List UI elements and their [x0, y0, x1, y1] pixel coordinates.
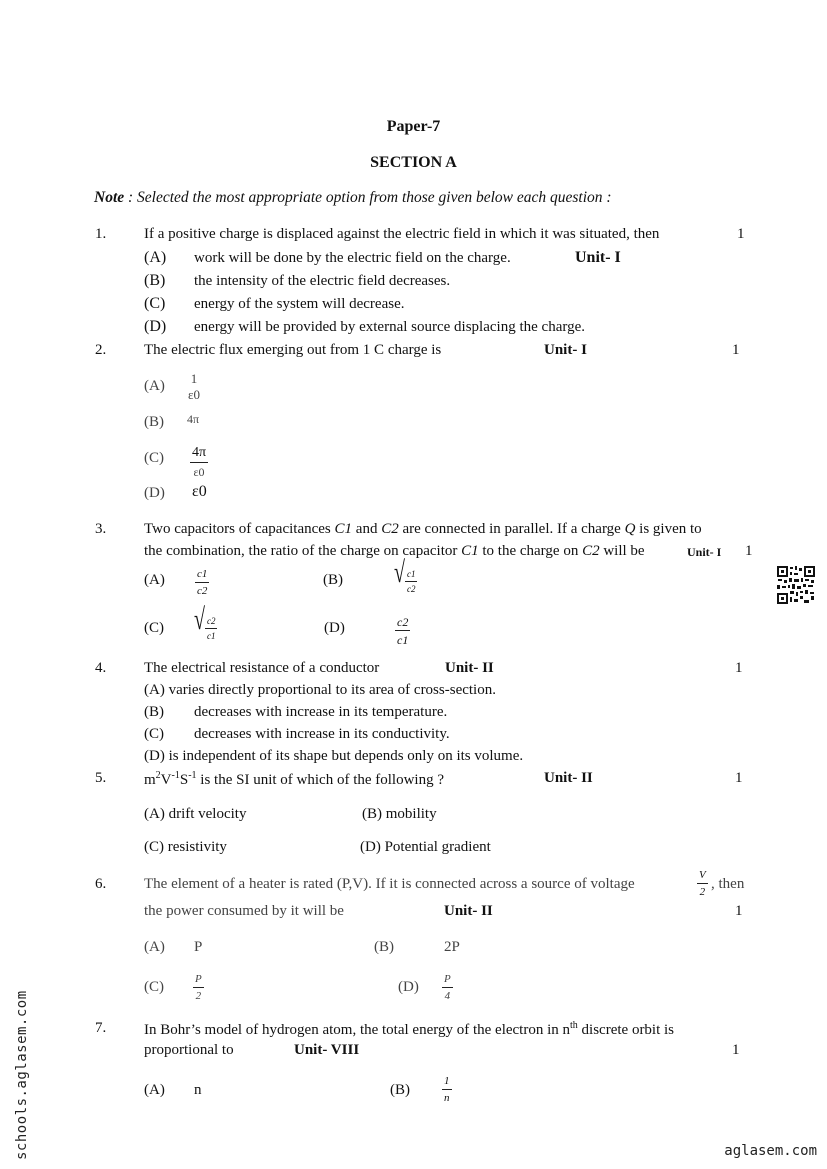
q1-option-b-text: the intensity of the electric field decreases.	[194, 273, 451, 289]
q6-option-c-label: (C)	[144, 979, 164, 995]
q2-option-d-label: (D)	[144, 485, 165, 501]
q3-b-fraction	[405, 570, 418, 594]
q3-option-b-sqrt	[394, 556, 417, 594]
q7-text1a: In Bohr’s model of hydrogen atom, the total energy of the electron in n	[144, 1022, 571, 1038]
q5-unit-v: V	[160, 772, 172, 788]
q3-line1-b: and	[352, 521, 382, 537]
q3-a-denominator: c2	[197, 585, 208, 597]
q3-c1-ref: C1	[461, 543, 479, 559]
q3-option-d-label: (D)	[324, 620, 345, 636]
q1-option-a-label: (A)	[144, 249, 167, 266]
q7-text2: proportional to	[144, 1042, 234, 1058]
qr-code-icon	[776, 565, 816, 605]
q4-marks: 1	[735, 660, 743, 676]
q6-option-a-value: P	[194, 939, 203, 955]
q6-text1: The element of a heater is rated (P,V). If it is connected across a source of voltage	[144, 876, 635, 892]
q6-option-c-fraction	[193, 974, 204, 1002]
q4-option-a: (A) varies directly proportional to its area of cross-section.	[144, 682, 496, 698]
q5-unit: Unit- II	[544, 770, 593, 786]
q2-option-d-value: ε0	[192, 483, 207, 500]
q4-unit: Unit- II	[445, 660, 494, 676]
q4-number: 4.	[95, 660, 107, 676]
q3-c-denominator: c1	[206, 631, 216, 641]
q1-unit: Unit- I	[575, 249, 621, 266]
q6-d-denominator: 4	[444, 990, 451, 1002]
q3-d-denominator: c1	[397, 633, 409, 647]
q4-option-c-label: (C)	[144, 726, 164, 742]
q6-c-numerator: P	[193, 974, 204, 988]
q1-number: 1.	[95, 226, 107, 242]
q5-option-a: (A) drift velocity	[144, 806, 247, 822]
note-text: : Selected the most appropriate option from those given below each question :	[124, 189, 612, 206]
q4-option-d: (D) is independent of its shape but depends only on its volume.	[144, 748, 524, 764]
q6-option-a-label: (A)	[144, 939, 165, 955]
q2-number: 2.	[95, 342, 107, 358]
q6-voltage-fraction	[697, 870, 708, 898]
q6-marks: 1	[735, 903, 743, 919]
q5-sup-neg1: -1	[171, 770, 180, 781]
q5-unit-m: m	[144, 772, 156, 788]
q6-text1-end: , then	[711, 876, 745, 892]
q3-unit: Unit- I	[687, 545, 722, 559]
q5-sup-2: 2	[155, 770, 161, 781]
q5-option-b: (B) mobility	[362, 806, 437, 822]
q3-line1-d: is given to	[635, 521, 702, 537]
q5-marks: 1	[735, 770, 743, 786]
q2-option-a-label: (A)	[144, 378, 165, 394]
q7-unit: Unit- VIII	[294, 1042, 360, 1058]
q3-q: Q	[624, 521, 636, 537]
q3-option-b-label: (B)	[323, 572, 343, 588]
q3-c2-ref: C2	[582, 543, 600, 559]
q2-option-c-fraction	[190, 446, 208, 478]
q7-option-b-fraction	[442, 1076, 452, 1104]
q2-c-numerator: 4π	[190, 446, 208, 463]
q4-option-b-text: decreases with increase in its temperature.	[194, 704, 448, 720]
q2-option-b-value: 4π	[187, 412, 200, 426]
q2-a-denominator: ε0	[188, 387, 200, 402]
q3-c-numerator: c2	[205, 617, 218, 629]
q3-line1-a: Two capacitors of capacitances	[144, 521, 335, 537]
q3-option-d-fraction	[395, 616, 410, 646]
q6-c-denominator: 2	[195, 990, 202, 1002]
q3-number: 3.	[95, 521, 107, 537]
q3-line1	[144, 521, 702, 538]
q3-line2-b: to the charge on	[478, 543, 583, 559]
q7-option-a-label: (A)	[144, 1082, 165, 1098]
q6-option-d-fraction	[442, 974, 453, 1002]
q5-text	[144, 770, 444, 789]
q6-unit: Unit- II	[444, 903, 493, 919]
footer-watermark: aglasem.com	[724, 1143, 817, 1159]
q3-b-numerator: c1	[405, 570, 418, 582]
q2-option-a-fraction	[188, 372, 200, 401]
q6-text2: the power consumed by it will be	[144, 903, 344, 919]
q3-option-c-label: (C)	[144, 620, 164, 636]
q3-d-numerator: c2	[397, 615, 409, 629]
q2-marks: 1	[732, 342, 740, 358]
q2-text: The electric flux emerging out from 1 C charge is	[144, 342, 442, 358]
q5-sup-neg1b: -1	[188, 770, 197, 781]
q6-option-b-value: 2P	[444, 939, 460, 955]
q3-option-a-label: (A)	[144, 572, 165, 588]
q7-option-a-value: n	[194, 1082, 202, 1098]
q3-b-denominator: c2	[406, 584, 416, 594]
q5-option-c: (C) resistivity	[144, 839, 227, 855]
q1-option-a-text: work will be done by the electric field on the charge.	[194, 250, 511, 266]
q1-text: If a positive charge is displaced against the electric field in which it was situated, then	[144, 226, 660, 242]
q4-option-b-label: (B)	[144, 704, 164, 720]
q7-option-b-label: (B)	[390, 1082, 410, 1098]
q6-frac-denominator: 2	[699, 886, 706, 898]
q3-option-c-sqrt	[194, 603, 217, 641]
q7-number: 7.	[95, 1020, 107, 1036]
q1-option-b-label: (B)	[144, 272, 166, 289]
q7-b-denominator: n	[444, 1092, 450, 1104]
q4-text: The electrical resistance of a conductor	[144, 660, 380, 676]
q3-c-fraction	[205, 617, 218, 641]
q1-option-c-label: (C)	[144, 295, 166, 312]
side-watermark: schools.aglasem.com	[14, 990, 30, 1160]
q5-option-d: (D) Potential gradient	[360, 839, 491, 855]
q4-option-c-text: decreases with increase in its conductivity.	[194, 726, 450, 742]
q3-a-numerator: c1	[195, 569, 209, 583]
q6-option-d-label: (D)	[398, 979, 419, 995]
q1-option-c-text: energy of the system will decrease.	[194, 296, 405, 312]
section-title: SECTION A	[370, 154, 457, 171]
q1-option-d-label: (D)	[144, 318, 167, 335]
sqrt-symbol: √	[394, 556, 405, 590]
q7-text1	[144, 1020, 674, 1039]
q5-number: 5.	[95, 770, 107, 786]
q2-option-b-label: (B)	[144, 414, 164, 430]
q1-marks: 1	[737, 226, 745, 242]
q2-option-c-label: (C)	[144, 450, 164, 466]
q3-c2: C2	[381, 521, 399, 537]
q2-unit: Unit- I	[544, 342, 587, 358]
q1-option-d-text: energy will be provided by external source displacing the charge.	[194, 319, 585, 335]
q3-line1-c: are connected in parallel. If a charge	[398, 521, 625, 537]
q6-number: 6.	[95, 876, 107, 892]
q6-option-b-label: (B)	[374, 939, 394, 955]
q5-unit-s: S	[179, 772, 189, 788]
q6-d-numerator: P	[442, 974, 453, 988]
q7-sup: th	[570, 1020, 578, 1031]
q7-b-numerator: 1	[442, 1076, 452, 1090]
q2-c-denominator: ε0	[193, 465, 205, 479]
q7-marks: 1	[732, 1042, 740, 1058]
q3-c1: C1	[334, 521, 353, 537]
q3-line2-a: the combination, the ratio of the charge on capacitor	[144, 543, 462, 559]
paper-title: Paper-7	[386, 118, 441, 135]
q3-line2-c: will be	[599, 543, 645, 559]
q7-text1b: discrete orbit is	[577, 1022, 675, 1038]
q3-option-a-fraction	[195, 569, 209, 597]
sqrt-symbol: √	[194, 603, 205, 637]
note	[94, 189, 612, 207]
q5-text-rest: is the SI unit of which of the following ?	[196, 772, 445, 788]
q2-a-numerator: 1	[190, 371, 198, 386]
note-label: Note	[94, 189, 125, 206]
q3-marks: 1	[745, 543, 753, 559]
q6-frac-numerator: V	[697, 870, 708, 884]
